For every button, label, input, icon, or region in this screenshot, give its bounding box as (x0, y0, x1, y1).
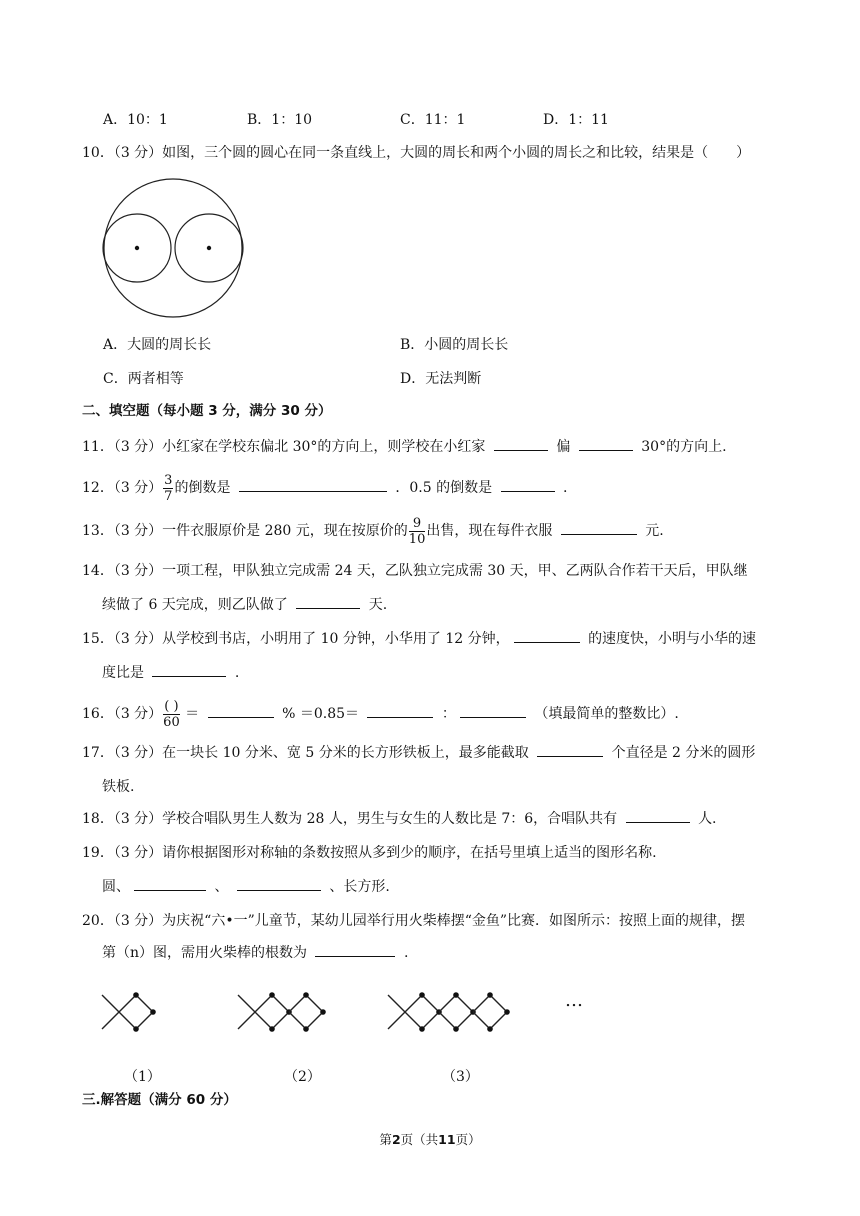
three-circles-figure (100, 178, 246, 324)
matchstick (490, 995, 507, 1012)
q16-prefix: 16．（3 分） (82, 706, 163, 722)
matchstick (473, 1012, 490, 1029)
figure-label-1: （1） (124, 1069, 161, 1085)
fish-3-dot (419, 992, 425, 998)
footer-middle: 页（共 (400, 1132, 439, 1147)
section-2-heading: 二、填空题（每小题 3 分，满分 30 分） (82, 403, 332, 419)
matchstick (439, 1012, 456, 1029)
q12-fraction (163, 473, 173, 504)
q20-text-2: . (403, 945, 409, 961)
q11-text-1: 11．（3 分）小红家在学校东偏北 30°的方向上，则学校在小红家 (82, 439, 486, 455)
matchstick (238, 995, 255, 1012)
q10-option-a: A．大圆的周长长 (103, 337, 212, 353)
q18-blank[interactable] (626, 808, 690, 823)
figure-label-2: （2） (284, 1069, 321, 1085)
q15-blank-2[interactable] (152, 662, 226, 677)
matchstick (102, 1012, 119, 1029)
footer-suffix: 页） (455, 1132, 481, 1147)
center-dot-left (135, 246, 139, 250)
matchstick (119, 995, 136, 1012)
fish-2-dot (269, 1026, 275, 1032)
q20-line-1: 20．（3 分）为庆祝“六•一”儿童节，某幼儿园举行用火柴棒摆“金鱼”比赛．如图所示：按照上面的规律，摆 (82, 913, 746, 929)
matchstick (456, 1012, 473, 1029)
q12-text-2: ．0.5 的倒数是 (395, 480, 493, 496)
q11-text-2: 偏 (556, 439, 571, 455)
q10-option-b: B．小圆的周长长 (400, 337, 509, 353)
matchstick (422, 1012, 439, 1029)
footer-prefix: 第 (379, 1132, 392, 1147)
figure-label-3: （3） (442, 1069, 479, 1085)
matchstick (102, 995, 119, 1012)
q10-option-c: C．两者相等 (103, 371, 184, 387)
q16-fraction-num[interactable]: ( ) (164, 698, 179, 714)
fish-3-dot (487, 992, 493, 998)
matchstick (473, 995, 490, 1012)
matchstick (136, 1012, 153, 1029)
q16-blank-2[interactable] (367, 703, 433, 718)
matchstick (439, 995, 456, 1012)
q12-text-1: 的倒数是 (174, 480, 231, 496)
q12-fraction-den: 7 (164, 488, 173, 504)
q13-text-3: 元. (645, 523, 664, 539)
q16-fraction (163, 699, 180, 730)
q13 (82, 512, 664, 550)
matchstick (306, 1012, 323, 1029)
matchstick (422, 995, 439, 1012)
matchstick (272, 1012, 289, 1029)
large-circle (104, 179, 242, 317)
q14-text-2: 天. (368, 597, 388, 613)
matchstick (119, 1012, 136, 1029)
q13-fraction (409, 516, 426, 547)
matchstick (255, 995, 272, 1012)
q13-text-2: 出售，现在每件衣服 (426, 523, 553, 539)
fish-3-dot (453, 1026, 459, 1032)
q9-option-b: B．1：10 (247, 112, 313, 128)
q20-line-2 (102, 942, 408, 964)
matchstick (405, 995, 422, 1012)
q12-blank-1[interactable] (239, 477, 387, 492)
q13-blank[interactable] (561, 520, 637, 535)
q18 (82, 808, 717, 830)
q16-fraction-den: 60 (163, 714, 180, 730)
matchstick (405, 1012, 422, 1029)
q13-text-1: 13．（3 分）一件衣服原价是 280 元，现在按原价的 (82, 523, 408, 539)
center-dot-right (207, 246, 211, 250)
q14-line-2 (102, 594, 387, 616)
fish-2-dot (303, 992, 309, 998)
q14-line-1: 14．（3 分）一项工程，甲队独立完成需 24 天，乙队独立完成需 30 天，甲、乙两队合作若干天后，甲队继 (82, 563, 748, 579)
fish-1-dot (133, 992, 139, 998)
q15-blank-1[interactable] (514, 628, 580, 643)
q16-colon: ： (441, 706, 456, 722)
q16-blank-3[interactable] (460, 703, 526, 718)
fish-1-dot (150, 1009, 156, 1015)
q13-fraction-den: 10 (408, 531, 426, 547)
q19-blank-1[interactable] (134, 876, 206, 891)
fish-3-dot (453, 992, 459, 998)
q20-blank[interactable] (315, 942, 395, 957)
q19-text-2: 、 (214, 879, 229, 895)
ellipsis: … (565, 990, 584, 1011)
q19-text-3: 、长方形. (329, 879, 390, 895)
page-number: 2 (391, 1132, 401, 1147)
section-3-heading: 三.解答题（满分 60 分） (82, 1092, 237, 1108)
q9-option-a: A．10：1 (103, 112, 168, 128)
matchstick (238, 1012, 255, 1029)
matchstick (289, 995, 306, 1012)
q12-text-3: . (562, 480, 568, 496)
matchstick (388, 1012, 405, 1029)
q9-option-d: D．1：11 (543, 112, 609, 128)
q11-blank-1[interactable] (494, 436, 548, 451)
total-pages: 11 (438, 1132, 456, 1147)
q20-text-1: 第（n）图，需用火柴棒的根数为 (102, 945, 308, 961)
q11-blank-2[interactable] (579, 436, 633, 451)
q16-equals: ＝ (185, 706, 200, 722)
q17-text-2: 个直径是 2 分米的圆形 (611, 745, 756, 761)
q10-text: 10．（3 分）如图，三个圆的圆心在同一条直线上，大圆的周长和两个小圆的周长之和比较，结果是（ ） (82, 145, 751, 161)
q15-line-2 (102, 662, 239, 684)
q17-line-1 (82, 742, 755, 764)
fish-3-dot (419, 1026, 425, 1032)
q12 (82, 470, 567, 506)
fish-1-dot (133, 1026, 139, 1032)
q15-line-1 (82, 628, 756, 650)
matchstick (490, 1012, 507, 1029)
matchstick (136, 995, 153, 1012)
q13-fraction-num: 9 (409, 516, 426, 532)
q11-text-3: 30°的方向上. (641, 439, 727, 455)
q14-blank[interactable] (296, 594, 360, 609)
fish-3-dot (487, 1026, 493, 1032)
q11 (82, 436, 727, 458)
matchstick (289, 1012, 306, 1029)
page-footer (0, 1130, 860, 1148)
q10-option-d: D．无法判断 (400, 371, 482, 387)
fish-2-dot (269, 992, 275, 998)
q12-blank-2[interactable] (501, 477, 555, 492)
q16-percent: % ＝0.85＝ (282, 706, 360, 722)
matchstick (272, 995, 289, 1012)
matchstick (306, 995, 323, 1012)
matchstick (255, 1012, 272, 1029)
q19-line-1: 19．（3 分）请你根据图形对称轴的条数按照从多到少的顺序，在括号里填上适当的图形名称. (82, 845, 657, 861)
q16-note: （填最简单的整数比）. (534, 706, 679, 722)
q17-text-1: 17．（3 分）在一块长 10 分米、宽 5 分米的长方形铁板上，最多能截取 (82, 745, 529, 761)
matchstick-fish-figure (98, 970, 588, 1054)
q18-text-2: 人. (698, 811, 717, 827)
q15-text-4: . (234, 665, 240, 681)
fish-3-dot (504, 1009, 510, 1015)
q15-text-3: 度比是 (102, 665, 144, 681)
fish-2-dot (303, 1026, 309, 1032)
q19-blank-2[interactable] (237, 876, 321, 891)
q14-text-1: 续做了 6 天完成，则乙队做了 (102, 597, 288, 613)
q12-fraction-num: 3 (164, 472, 173, 488)
q19-text-1: 圆、 (102, 879, 130, 895)
fish-2-dot (320, 1009, 326, 1015)
q17-blank[interactable] (537, 742, 603, 757)
q18-text-1: 18．（3 分）学校合唱队男生人数为 28 人，男生与女生的人数比是 7：6，合唱队共有 (82, 811, 618, 827)
q12-prefix: 12．（3 分） (82, 480, 163, 496)
matchstick (456, 995, 473, 1012)
q16 (82, 694, 679, 734)
q9-option-c: C．11：1 (400, 112, 466, 128)
q16-blank-1[interactable] (208, 703, 274, 718)
q17-line-2: 铁板. (102, 779, 135, 795)
matchstick (388, 995, 405, 1012)
q15-text-2: 的速度快，小明与小华的速 (588, 631, 757, 647)
q15-text-1: 15．（3 分）从学校到书店，小明用了 10 分钟，小华用了 12 分钟， (82, 631, 510, 647)
q19-line-2 (102, 876, 390, 898)
